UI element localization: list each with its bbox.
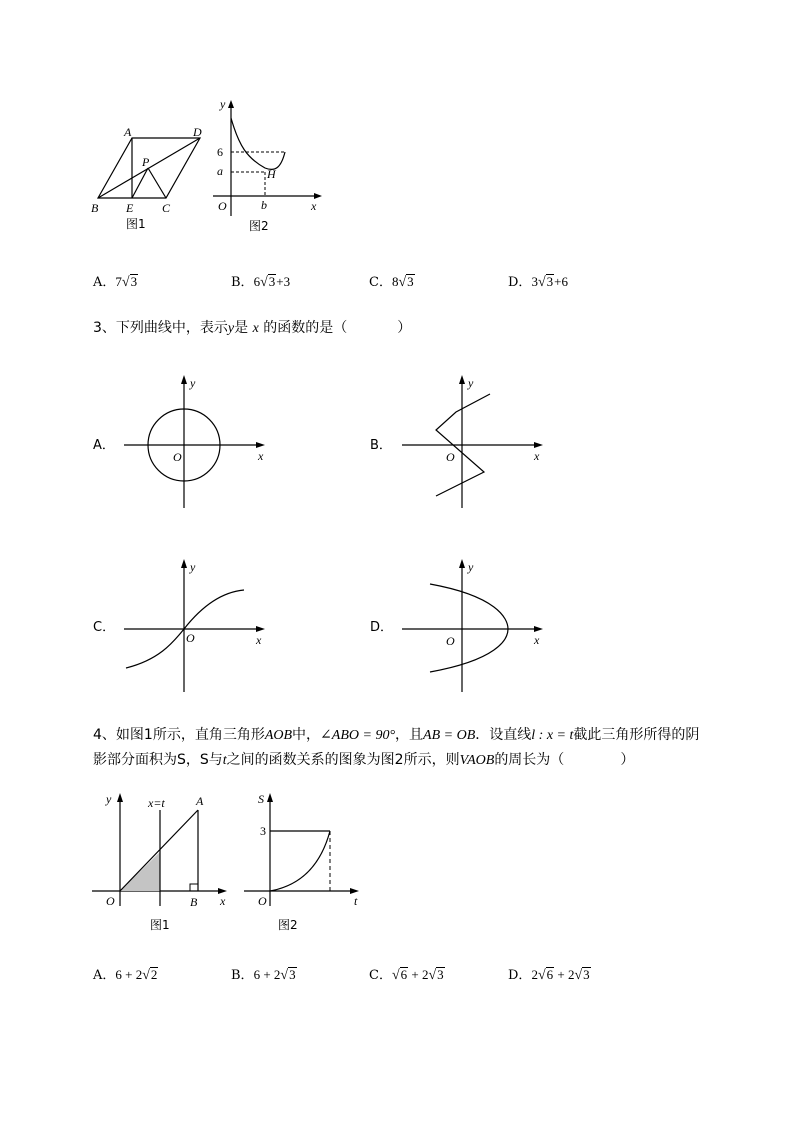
- fig2-origin-label: O: [218, 199, 227, 213]
- q2-fig1-caption: 图1: [126, 217, 146, 231]
- svg-text:O: O: [446, 634, 455, 648]
- fig2-h-label: H: [267, 167, 276, 181]
- q2-options: [93, 271, 693, 289]
- q3-graph-c[interactable]: [118, 556, 278, 700]
- point-p-label: P: [142, 155, 150, 169]
- point-a-label: A: [124, 125, 132, 139]
- svg-text:x: x: [256, 633, 262, 647]
- parallelogram-diagram: [88, 120, 218, 235]
- point-b-label: B: [91, 201, 99, 215]
- q3-option-b-label[interactable]: B．: [370, 438, 392, 453]
- q2-fig2-caption: 图2: [249, 219, 269, 233]
- svg-text:y: y: [106, 792, 112, 806]
- svg-text:O: O: [173, 450, 182, 464]
- svg-text:A: A: [196, 794, 204, 808]
- q2-figure-2: [205, 96, 335, 236]
- fig2-y-label: y: [220, 97, 226, 111]
- q4-option-d[interactable]: D．2√6 + 2√3: [508, 967, 590, 983]
- svg-text:t: t: [354, 894, 358, 908]
- q3-graph-b[interactable]: [396, 372, 556, 516]
- svg-text:S: S: [258, 792, 264, 806]
- q4-figure-2: [240, 788, 380, 938]
- point-d-label: D: [193, 125, 202, 139]
- q3-option-c-label[interactable]: C．: [93, 620, 116, 635]
- q2-option-a[interactable]: A．7√3: [93, 274, 138, 290]
- svg-text:O: O: [186, 631, 195, 645]
- q4-option-a[interactable]: A．6 + 2√2: [93, 967, 158, 983]
- svg-text:x: x: [258, 449, 264, 463]
- q4-fig2-caption: 图2: [278, 918, 298, 932]
- q2-option-c[interactable]: C．8√3: [369, 274, 414, 290]
- svg-text:y: y: [468, 376, 474, 390]
- zigzag-graph: [396, 372, 556, 512]
- q4-figure-1: [90, 788, 240, 938]
- svg-text:x: x: [220, 894, 226, 908]
- circle-graph: [118, 372, 278, 512]
- q3-stem: 3、下列曲线中，表示y是 x 的函数的是（ ）: [93, 320, 412, 336]
- svg-text:O: O: [106, 894, 115, 908]
- svg-text:y: y: [190, 376, 196, 390]
- svg-text:y: y: [468, 560, 474, 574]
- q4-options: [93, 964, 713, 982]
- q2-option-d[interactable]: D．3√3+6: [508, 274, 568, 290]
- fig2-a-label: a: [217, 164, 223, 178]
- q2-figure-1: [88, 120, 218, 235]
- svg-text:x=t: x=t: [148, 796, 165, 810]
- curve-graph: [205, 96, 335, 236]
- q4-option-c[interactable]: C．√6 + 2√3: [369, 967, 444, 983]
- svg-text:x: x: [534, 633, 540, 647]
- svg-text:B: B: [190, 895, 198, 909]
- svg-text:x: x: [534, 449, 540, 463]
- s-curve-graph: [118, 556, 278, 696]
- point-e-label: E: [126, 201, 134, 215]
- triangle-diagram: [90, 788, 240, 913]
- q3-graph-a[interactable]: [118, 372, 278, 516]
- svg-text:O: O: [258, 894, 267, 908]
- parabola-graph: [396, 556, 556, 696]
- q4-fig1-caption: 图1: [150, 918, 170, 932]
- point-c-label: C: [162, 201, 171, 215]
- fig2-six-label: 6: [217, 145, 223, 159]
- fig2-b-label: b: [261, 198, 267, 212]
- svg-text:O: O: [446, 450, 455, 464]
- q4-option-b[interactable]: B．6 + 2√3: [231, 967, 296, 983]
- svg-text:3: 3: [260, 824, 266, 838]
- q3-option-a-label[interactable]: A．: [93, 438, 115, 453]
- area-function-graph: [240, 788, 380, 913]
- q2-option-b[interactable]: B．6√3+3: [231, 274, 291, 290]
- fig2-x-label: x: [311, 199, 317, 213]
- q4-stem: 4、如图1所示，直角三角形AOB中，∠ABO = 90°，且AB = OB．设直线l : x = t截此三角形所得的阴 影部分面积为S，S与t之间的函数关系的图象为图2所示，则VAOB的周长为（ ）: [93, 727, 700, 768]
- q3-option-d-label[interactable]: D．: [370, 620, 394, 635]
- q3-graph-d[interactable]: [396, 556, 556, 700]
- svg-text:y: y: [190, 560, 196, 574]
